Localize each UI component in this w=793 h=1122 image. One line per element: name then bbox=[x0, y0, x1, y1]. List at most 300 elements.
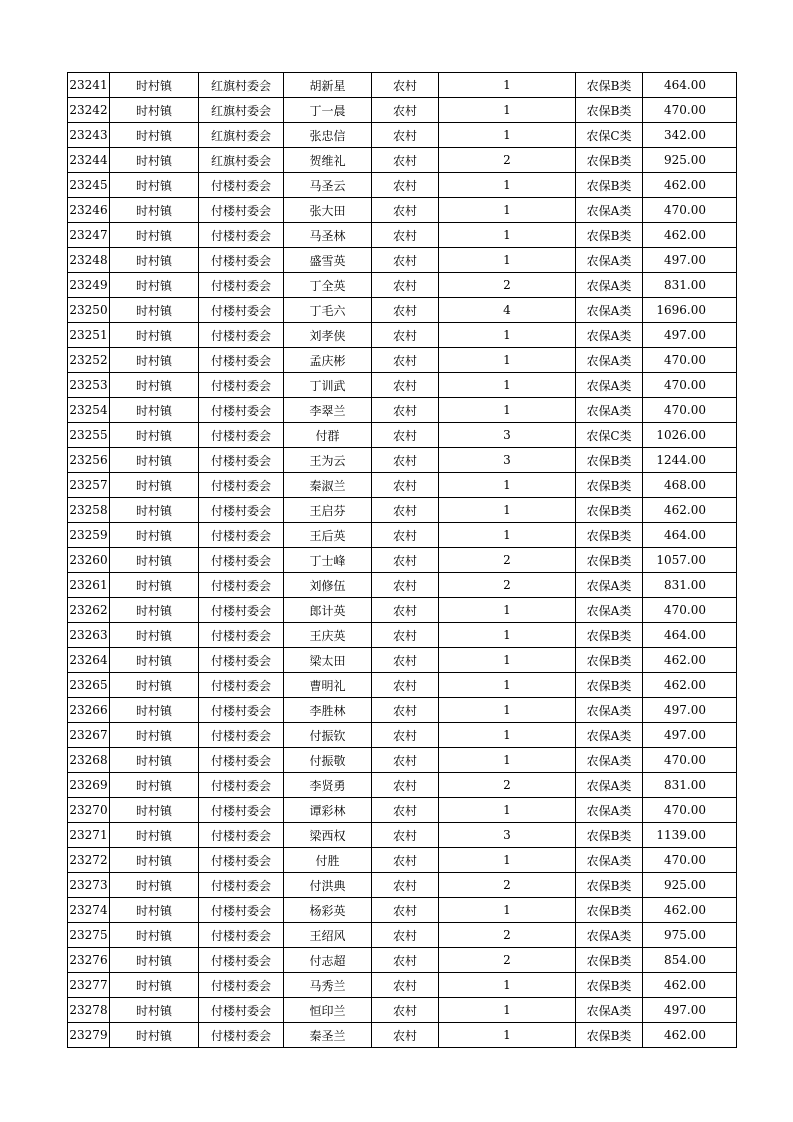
village-committee-cell: 付楼村委会 bbox=[199, 973, 284, 998]
household-count-cell: 1 bbox=[439, 798, 576, 823]
record-id-cell: 23263 bbox=[68, 623, 110, 648]
household-count-cell: 2 bbox=[439, 273, 576, 298]
town-cell: 时村镇 bbox=[110, 298, 199, 323]
town-cell: 时村镇 bbox=[110, 523, 199, 548]
amount-cell: 462.00 bbox=[643, 1023, 737, 1048]
village-committee-cell: 付楼村委会 bbox=[199, 898, 284, 923]
name-cell: 王启芬 bbox=[284, 498, 372, 523]
village-committee-cell: 付楼村委会 bbox=[199, 598, 284, 623]
table-row bbox=[68, 373, 737, 398]
household-count-cell: 1 bbox=[439, 473, 576, 498]
table-row bbox=[68, 723, 737, 748]
town-cell: 时村镇 bbox=[110, 473, 199, 498]
household-count-cell: 1 bbox=[439, 673, 576, 698]
town-cell: 时村镇 bbox=[110, 948, 199, 973]
household-count-cell: 1 bbox=[439, 523, 576, 548]
town-cell: 时村镇 bbox=[110, 598, 199, 623]
amount-cell: 470.00 bbox=[643, 598, 737, 623]
amount-cell: 975.00 bbox=[643, 923, 737, 948]
village-committee-cell: 付楼村委会 bbox=[199, 1023, 284, 1048]
area-type-cell: 农村 bbox=[372, 323, 439, 348]
insurance-class-cell: 农保B类 bbox=[576, 1023, 643, 1048]
table-row bbox=[68, 673, 737, 698]
area-type-cell: 农村 bbox=[372, 523, 439, 548]
village-committee-cell: 付楼村委会 bbox=[199, 173, 284, 198]
name-cell: 丁士峰 bbox=[284, 548, 372, 573]
table-row bbox=[68, 798, 737, 823]
town-cell: 时村镇 bbox=[110, 648, 199, 673]
record-id-cell: 23253 bbox=[68, 373, 110, 398]
amount-cell: 470.00 bbox=[643, 398, 737, 423]
area-type-cell: 农村 bbox=[372, 398, 439, 423]
village-committee-cell: 红旗村委会 bbox=[199, 148, 284, 173]
amount-cell: 831.00 bbox=[643, 273, 737, 298]
table-row bbox=[68, 348, 737, 373]
area-type-cell: 农村 bbox=[372, 948, 439, 973]
record-id-cell: 23249 bbox=[68, 273, 110, 298]
name-cell: 王绍风 bbox=[284, 923, 372, 948]
amount-cell: 464.00 bbox=[643, 73, 737, 98]
household-count-cell: 1 bbox=[439, 973, 576, 998]
record-id-cell: 23270 bbox=[68, 798, 110, 823]
village-committee-cell: 付楼村委会 bbox=[199, 623, 284, 648]
name-cell: 张大田 bbox=[284, 198, 372, 223]
area-type-cell: 农村 bbox=[372, 598, 439, 623]
household-count-cell: 1 bbox=[439, 1023, 576, 1048]
amount-cell: 342.00 bbox=[643, 123, 737, 148]
record-id-cell: 23275 bbox=[68, 923, 110, 948]
insurance-class-cell: 农保B类 bbox=[576, 148, 643, 173]
area-type-cell: 农村 bbox=[372, 298, 439, 323]
amount-cell: 925.00 bbox=[643, 148, 737, 173]
insurance-class-cell: 农保B类 bbox=[576, 623, 643, 648]
area-type-cell: 农村 bbox=[372, 223, 439, 248]
name-cell: 张忠信 bbox=[284, 123, 372, 148]
name-cell: 马圣云 bbox=[284, 173, 372, 198]
name-cell: 丁一晨 bbox=[284, 98, 372, 123]
table-row bbox=[68, 523, 737, 548]
amount-cell: 462.00 bbox=[643, 648, 737, 673]
record-id-cell: 23262 bbox=[68, 598, 110, 623]
area-type-cell: 农村 bbox=[372, 273, 439, 298]
area-type-cell: 农村 bbox=[372, 973, 439, 998]
town-cell: 时村镇 bbox=[110, 348, 199, 373]
record-id-cell: 23259 bbox=[68, 523, 110, 548]
village-committee-cell: 付楼村委会 bbox=[199, 248, 284, 273]
insurance-class-cell: 农保A类 bbox=[576, 598, 643, 623]
village-committee-cell: 付楼村委会 bbox=[199, 773, 284, 798]
table-row bbox=[68, 873, 737, 898]
village-committee-cell: 付楼村委会 bbox=[199, 423, 284, 448]
record-id-cell: 23278 bbox=[68, 998, 110, 1023]
village-committee-cell: 付楼村委会 bbox=[199, 673, 284, 698]
town-cell: 时村镇 bbox=[110, 673, 199, 698]
village-committee-cell: 付楼村委会 bbox=[199, 823, 284, 848]
household-count-cell: 1 bbox=[439, 223, 576, 248]
name-cell: 孟庆彬 bbox=[284, 348, 372, 373]
table-row bbox=[68, 898, 737, 923]
name-cell: 丁训武 bbox=[284, 373, 372, 398]
area-type-cell: 农村 bbox=[372, 198, 439, 223]
table-row bbox=[68, 223, 737, 248]
table-row bbox=[68, 473, 737, 498]
household-count-cell: 3 bbox=[439, 423, 576, 448]
household-count-cell: 1 bbox=[439, 323, 576, 348]
insurance-class-cell: 农保A类 bbox=[576, 923, 643, 948]
area-type-cell: 农村 bbox=[372, 673, 439, 698]
record-id-cell: 23256 bbox=[68, 448, 110, 473]
town-cell: 时村镇 bbox=[110, 248, 199, 273]
town-cell: 时村镇 bbox=[110, 848, 199, 873]
household-count-cell: 1 bbox=[439, 123, 576, 148]
area-type-cell: 农村 bbox=[372, 823, 439, 848]
amount-cell: 462.00 bbox=[643, 498, 737, 523]
table-row bbox=[68, 448, 737, 473]
amount-cell: 462.00 bbox=[643, 973, 737, 998]
insurance-class-cell: 农保B类 bbox=[576, 73, 643, 98]
amount-cell: 468.00 bbox=[643, 473, 737, 498]
record-id-cell: 23266 bbox=[68, 698, 110, 723]
name-cell: 丁全英 bbox=[284, 273, 372, 298]
amount-cell: 470.00 bbox=[643, 373, 737, 398]
area-type-cell: 农村 bbox=[372, 548, 439, 573]
amount-cell: 1139.00 bbox=[643, 823, 737, 848]
household-count-cell: 1 bbox=[439, 173, 576, 198]
record-id-cell: 23273 bbox=[68, 873, 110, 898]
record-id-cell: 23277 bbox=[68, 973, 110, 998]
name-cell: 刘孝侠 bbox=[284, 323, 372, 348]
town-cell: 时村镇 bbox=[110, 773, 199, 798]
amount-cell: 497.00 bbox=[643, 323, 737, 348]
records-table bbox=[67, 72, 737, 1048]
table-row bbox=[68, 148, 737, 173]
village-committee-cell: 付楼村委会 bbox=[199, 398, 284, 423]
household-count-cell: 1 bbox=[439, 398, 576, 423]
name-cell: 王为云 bbox=[284, 448, 372, 473]
area-type-cell: 农村 bbox=[372, 773, 439, 798]
insurance-class-cell: 农保A类 bbox=[576, 723, 643, 748]
household-count-cell: 2 bbox=[439, 773, 576, 798]
record-id-cell: 23245 bbox=[68, 173, 110, 198]
table-row bbox=[68, 423, 737, 448]
area-type-cell: 农村 bbox=[372, 248, 439, 273]
name-cell: 恒印兰 bbox=[284, 998, 372, 1023]
town-cell: 时村镇 bbox=[110, 398, 199, 423]
household-count-cell: 2 bbox=[439, 873, 576, 898]
insurance-class-cell: 农保A类 bbox=[576, 373, 643, 398]
name-cell: 秦淑兰 bbox=[284, 473, 372, 498]
household-count-cell: 3 bbox=[439, 823, 576, 848]
village-committee-cell: 付楼村委会 bbox=[199, 298, 284, 323]
town-cell: 时村镇 bbox=[110, 498, 199, 523]
name-cell: 付洪典 bbox=[284, 873, 372, 898]
amount-cell: 470.00 bbox=[643, 848, 737, 873]
village-committee-cell: 付楼村委会 bbox=[199, 273, 284, 298]
household-count-cell: 1 bbox=[439, 598, 576, 623]
town-cell: 时村镇 bbox=[110, 1023, 199, 1048]
village-committee-cell: 付楼村委会 bbox=[199, 723, 284, 748]
area-type-cell: 农村 bbox=[372, 123, 439, 148]
household-count-cell: 1 bbox=[439, 623, 576, 648]
insurance-class-cell: 农保A类 bbox=[576, 298, 643, 323]
village-committee-cell: 付楼村委会 bbox=[199, 923, 284, 948]
insurance-class-cell: 农保A类 bbox=[576, 323, 643, 348]
record-id-cell: 23261 bbox=[68, 573, 110, 598]
name-cell: 王后英 bbox=[284, 523, 372, 548]
town-cell: 时村镇 bbox=[110, 573, 199, 598]
town-cell: 时村镇 bbox=[110, 98, 199, 123]
table-row bbox=[68, 298, 737, 323]
village-committee-cell: 付楼村委会 bbox=[199, 498, 284, 523]
area-type-cell: 农村 bbox=[372, 873, 439, 898]
name-cell: 曹明礼 bbox=[284, 673, 372, 698]
household-count-cell: 1 bbox=[439, 373, 576, 398]
town-cell: 时村镇 bbox=[110, 323, 199, 348]
insurance-class-cell: 农保A类 bbox=[576, 348, 643, 373]
table-row bbox=[68, 623, 737, 648]
table-row bbox=[68, 748, 737, 773]
village-committee-cell: 付楼村委会 bbox=[199, 848, 284, 873]
household-count-cell: 1 bbox=[439, 998, 576, 1023]
household-count-cell: 4 bbox=[439, 298, 576, 323]
household-count-cell: 1 bbox=[439, 73, 576, 98]
table-row bbox=[68, 698, 737, 723]
insurance-class-cell: 农保A类 bbox=[576, 798, 643, 823]
village-committee-cell: 付楼村委会 bbox=[199, 798, 284, 823]
record-id-cell: 23269 bbox=[68, 773, 110, 798]
town-cell: 时村镇 bbox=[110, 898, 199, 923]
table-row bbox=[68, 123, 737, 148]
table-row bbox=[68, 773, 737, 798]
village-committee-cell: 付楼村委会 bbox=[199, 223, 284, 248]
table-row bbox=[68, 648, 737, 673]
household-count-cell: 1 bbox=[439, 698, 576, 723]
insurance-class-cell: 农保B类 bbox=[576, 648, 643, 673]
area-type-cell: 农村 bbox=[372, 998, 439, 1023]
name-cell: 杨彩英 bbox=[284, 898, 372, 923]
household-count-cell: 1 bbox=[439, 98, 576, 123]
town-cell: 时村镇 bbox=[110, 173, 199, 198]
amount-cell: 497.00 bbox=[643, 248, 737, 273]
record-id-cell: 23265 bbox=[68, 673, 110, 698]
village-committee-cell: 付楼村委会 bbox=[199, 873, 284, 898]
village-committee-cell: 付楼村委会 bbox=[199, 373, 284, 398]
insurance-class-cell: 农保B类 bbox=[576, 473, 643, 498]
name-cell: 付志超 bbox=[284, 948, 372, 973]
area-type-cell: 农村 bbox=[372, 473, 439, 498]
town-cell: 时村镇 bbox=[110, 548, 199, 573]
town-cell: 时村镇 bbox=[110, 373, 199, 398]
town-cell: 时村镇 bbox=[110, 73, 199, 98]
household-count-cell: 1 bbox=[439, 198, 576, 223]
town-cell: 时村镇 bbox=[110, 873, 199, 898]
amount-cell: 462.00 bbox=[643, 173, 737, 198]
household-count-cell: 1 bbox=[439, 748, 576, 773]
amount-cell: 470.00 bbox=[643, 748, 737, 773]
name-cell: 付群 bbox=[284, 423, 372, 448]
insurance-class-cell: 农保B类 bbox=[576, 673, 643, 698]
village-committee-cell: 付楼村委会 bbox=[199, 948, 284, 973]
table-row bbox=[68, 548, 737, 573]
name-cell: 贺维礼 bbox=[284, 148, 372, 173]
record-id-cell: 23271 bbox=[68, 823, 110, 848]
table-row bbox=[68, 98, 737, 123]
record-id-cell: 23246 bbox=[68, 198, 110, 223]
village-committee-cell: 付楼村委会 bbox=[199, 698, 284, 723]
record-id-cell: 23242 bbox=[68, 98, 110, 123]
amount-cell: 831.00 bbox=[643, 573, 737, 598]
household-count-cell: 3 bbox=[439, 448, 576, 473]
area-type-cell: 农村 bbox=[372, 98, 439, 123]
town-cell: 时村镇 bbox=[110, 973, 199, 998]
area-type-cell: 农村 bbox=[372, 498, 439, 523]
area-type-cell: 农村 bbox=[372, 798, 439, 823]
area-type-cell: 农村 bbox=[372, 898, 439, 923]
amount-cell: 831.00 bbox=[643, 773, 737, 798]
household-count-cell: 2 bbox=[439, 148, 576, 173]
insurance-class-cell: 农保B类 bbox=[576, 498, 643, 523]
insurance-class-cell: 农保B类 bbox=[576, 98, 643, 123]
amount-cell: 464.00 bbox=[643, 623, 737, 648]
amount-cell: 854.00 bbox=[643, 948, 737, 973]
name-cell: 秦圣兰 bbox=[284, 1023, 372, 1048]
table-body bbox=[68, 73, 737, 1048]
area-type-cell: 农村 bbox=[372, 1023, 439, 1048]
table-row bbox=[68, 323, 737, 348]
record-id-cell: 23244 bbox=[68, 148, 110, 173]
insurance-class-cell: 农保A类 bbox=[576, 273, 643, 298]
area-type-cell: 农村 bbox=[372, 723, 439, 748]
household-count-cell: 2 bbox=[439, 548, 576, 573]
town-cell: 时村镇 bbox=[110, 698, 199, 723]
name-cell: 梁太田 bbox=[284, 648, 372, 673]
record-id-cell: 23254 bbox=[68, 398, 110, 423]
amount-cell: 462.00 bbox=[643, 673, 737, 698]
insurance-class-cell: 农保B类 bbox=[576, 173, 643, 198]
village-committee-cell: 付楼村委会 bbox=[199, 323, 284, 348]
village-committee-cell: 付楼村委会 bbox=[199, 198, 284, 223]
town-cell: 时村镇 bbox=[110, 123, 199, 148]
record-id-cell: 23252 bbox=[68, 348, 110, 373]
area-type-cell: 农村 bbox=[372, 348, 439, 373]
insurance-class-cell: 农保A类 bbox=[576, 848, 643, 873]
amount-cell: 1696.00 bbox=[643, 298, 737, 323]
village-committee-cell: 红旗村委会 bbox=[199, 123, 284, 148]
table-row bbox=[68, 848, 737, 873]
town-cell: 时村镇 bbox=[110, 223, 199, 248]
table-row bbox=[68, 998, 737, 1023]
record-id-cell: 23257 bbox=[68, 473, 110, 498]
record-id-cell: 23247 bbox=[68, 223, 110, 248]
insurance-class-cell: 农保C类 bbox=[576, 123, 643, 148]
village-committee-cell: 付楼村委会 bbox=[199, 523, 284, 548]
village-committee-cell: 红旗村委会 bbox=[199, 73, 284, 98]
record-id-cell: 23274 bbox=[68, 898, 110, 923]
area-type-cell: 农村 bbox=[372, 373, 439, 398]
table-row bbox=[68, 173, 737, 198]
name-cell: 谭彩林 bbox=[284, 798, 372, 823]
table-row bbox=[68, 198, 737, 223]
name-cell: 郎计英 bbox=[284, 598, 372, 623]
table-row bbox=[68, 1023, 737, 1048]
record-id-cell: 23268 bbox=[68, 748, 110, 773]
name-cell: 盛雪英 bbox=[284, 248, 372, 273]
insurance-class-cell: 农保B类 bbox=[576, 823, 643, 848]
table-row bbox=[68, 573, 737, 598]
name-cell: 马秀兰 bbox=[284, 973, 372, 998]
table-row bbox=[68, 598, 737, 623]
village-committee-cell: 付楼村委会 bbox=[199, 748, 284, 773]
household-count-cell: 1 bbox=[439, 348, 576, 373]
household-count-cell: 1 bbox=[439, 898, 576, 923]
record-id-cell: 23255 bbox=[68, 423, 110, 448]
insurance-class-cell: 农保B类 bbox=[576, 873, 643, 898]
name-cell: 付胜 bbox=[284, 848, 372, 873]
insurance-class-cell: 农保A类 bbox=[576, 698, 643, 723]
record-id-cell: 23260 bbox=[68, 548, 110, 573]
amount-cell: 470.00 bbox=[643, 98, 737, 123]
record-id-cell: 23243 bbox=[68, 123, 110, 148]
village-committee-cell: 付楼村委会 bbox=[199, 448, 284, 473]
amount-cell: 1244.00 bbox=[643, 448, 737, 473]
insurance-class-cell: 农保A类 bbox=[576, 398, 643, 423]
amount-cell: 462.00 bbox=[643, 898, 737, 923]
insurance-class-cell: 农保B类 bbox=[576, 973, 643, 998]
insurance-class-cell: 农保A类 bbox=[576, 748, 643, 773]
record-id-cell: 23267 bbox=[68, 723, 110, 748]
table-row bbox=[68, 948, 737, 973]
town-cell: 时村镇 bbox=[110, 798, 199, 823]
area-type-cell: 农村 bbox=[372, 448, 439, 473]
record-id-cell: 23250 bbox=[68, 298, 110, 323]
town-cell: 时村镇 bbox=[110, 273, 199, 298]
village-committee-cell: 付楼村委会 bbox=[199, 573, 284, 598]
amount-cell: 497.00 bbox=[643, 723, 737, 748]
name-cell: 马圣林 bbox=[284, 223, 372, 248]
insurance-class-cell: 农保A类 bbox=[576, 198, 643, 223]
town-cell: 时村镇 bbox=[110, 723, 199, 748]
area-type-cell: 农村 bbox=[372, 73, 439, 98]
record-id-cell: 23264 bbox=[68, 648, 110, 673]
town-cell: 时村镇 bbox=[110, 823, 199, 848]
name-cell: 刘修伍 bbox=[284, 573, 372, 598]
record-id-cell: 23276 bbox=[68, 948, 110, 973]
village-committee-cell: 付楼村委会 bbox=[199, 548, 284, 573]
insurance-class-cell: 农保A类 bbox=[576, 998, 643, 1023]
area-type-cell: 农村 bbox=[372, 173, 439, 198]
household-count-cell: 1 bbox=[439, 848, 576, 873]
table-row bbox=[68, 823, 737, 848]
insurance-class-cell: 农保C类 bbox=[576, 423, 643, 448]
record-id-cell: 23279 bbox=[68, 1023, 110, 1048]
amount-cell: 497.00 bbox=[643, 698, 737, 723]
household-count-cell: 2 bbox=[439, 573, 576, 598]
amount-cell: 1026.00 bbox=[643, 423, 737, 448]
household-count-cell: 2 bbox=[439, 948, 576, 973]
name-cell: 付振钦 bbox=[284, 723, 372, 748]
area-type-cell: 农村 bbox=[372, 148, 439, 173]
table-row bbox=[68, 923, 737, 948]
insurance-class-cell: 农保B类 bbox=[576, 948, 643, 973]
amount-cell: 925.00 bbox=[643, 873, 737, 898]
record-id-cell: 23258 bbox=[68, 498, 110, 523]
name-cell: 王庆英 bbox=[284, 623, 372, 648]
name-cell: 李翠兰 bbox=[284, 398, 372, 423]
town-cell: 时村镇 bbox=[110, 923, 199, 948]
amount-cell: 1057.00 bbox=[643, 548, 737, 573]
name-cell: 李贤勇 bbox=[284, 773, 372, 798]
town-cell: 时村镇 bbox=[110, 148, 199, 173]
